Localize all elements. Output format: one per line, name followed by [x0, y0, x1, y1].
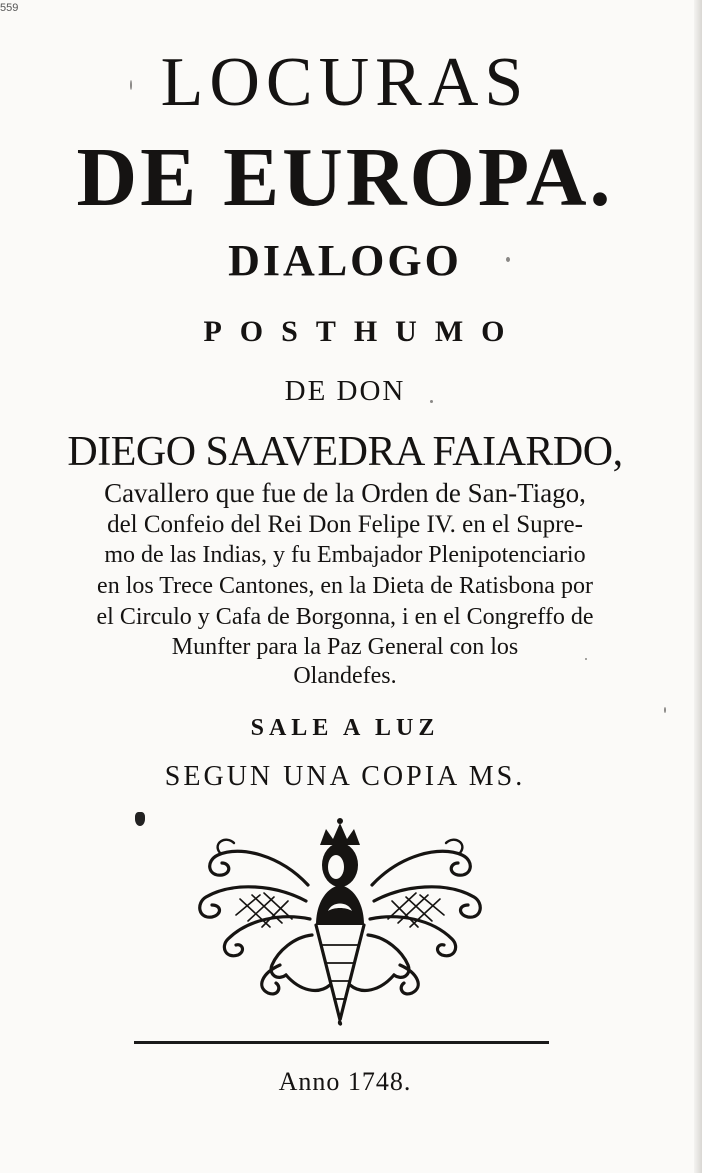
description-line: mo de las Indias, y fu Embajador Plenipotenciario [104, 542, 586, 568]
imprint-line-2: SEGUN UNA COPIA MS. [164, 761, 526, 792]
description-line: Munfter para la Paz General con los [171, 634, 519, 660]
paper-speck [130, 80, 132, 90]
author-name: DIEGO SAAVEDRA FAIARDO, [67, 429, 623, 475]
imprint-line-1: SALE A LUZ [250, 715, 440, 741]
page-edge-shadow [694, 0, 702, 1173]
paper-speck [430, 400, 433, 403]
title-line-4: POSTHUMO [203, 315, 523, 348]
publication-year: Anno 1748. [278, 1067, 412, 1096]
title-line-2: DE EUROPA. [76, 131, 614, 224]
title-line-3: DIALOGO [228, 236, 462, 285]
description-line: Cavallero que fue de la Orden de San-Tiago, [104, 478, 586, 508]
paper-speck [506, 257, 510, 262]
description-line: Olandefes. [293, 663, 397, 689]
description-line: el Circulo y Cafa de Borgonna, i en el Congreffo de [96, 604, 594, 630]
description-line: en los Trece Cantones, en la Dieta de Ratisbona por [97, 573, 593, 599]
title-line-5: DE DON [284, 375, 406, 407]
paper-speck [585, 658, 587, 660]
ink-mark [135, 812, 145, 826]
printer-ornament [190, 815, 490, 1030]
page-number: 559 [0, 2, 19, 14]
paper-speck [664, 707, 666, 713]
title-line-1: LOCURAS [160, 44, 530, 121]
description-line: del Confeio del Rei Don Felipe IV. en el Supre- [107, 511, 583, 538]
horizontal-rule [134, 1041, 549, 1044]
